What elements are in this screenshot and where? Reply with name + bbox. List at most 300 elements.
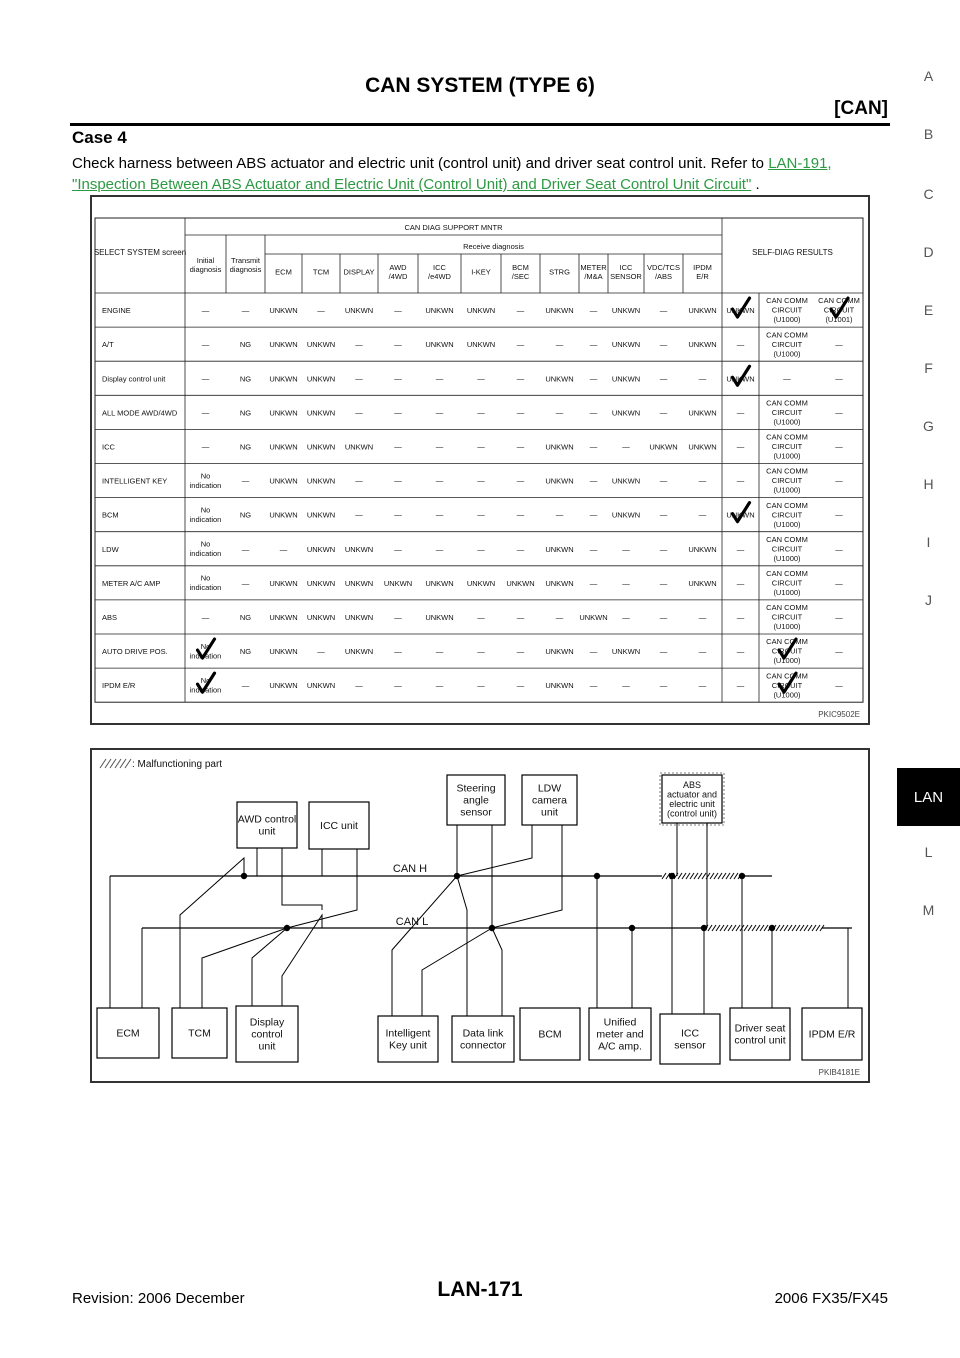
table-cell-value: — (589, 510, 598, 520)
table-cell-value: — (477, 374, 485, 384)
bottom-unit-label: IPDM E/R (808, 1028, 856, 1041)
table-cell-value: — (317, 306, 325, 316)
table-cell-value: — (201, 408, 210, 418)
intro-text: Check harness between ABS actuator and electric unit (control unit) and driver seat control unit. Refer to (72, 155, 769, 172)
top-unit-label: angle (463, 794, 489, 807)
table-cell-value: — (355, 510, 363, 520)
bottom-unit-label: sensor (674, 1039, 706, 1052)
table-cell-value: UNKWN (466, 340, 496, 350)
footer-model: 2006 FX35/FX45 (774, 1290, 888, 1307)
table-cell-value: UNKWN (688, 306, 717, 316)
table-row-system: A/T (102, 340, 114, 350)
table-cell-value: (U1000) (773, 587, 801, 597)
table-row-system: METER A/C AMP (102, 578, 161, 588)
table-cell-value: CIRCUIT (771, 407, 803, 417)
header-receive-column: ECM (275, 267, 292, 277)
table-row-system: AUTO DRIVE POS. (102, 647, 168, 657)
table-cell-value: — (622, 612, 630, 622)
side-index-letter[interactable]: C (923, 186, 934, 202)
diagram-figure-code: PKIB4181E (818, 1068, 860, 1077)
footer-revision: Revision: 2006 December (72, 1290, 245, 1307)
header-receive-column: I-KEY (471, 267, 491, 277)
table-row-system: Display control unit (102, 374, 166, 384)
legend-hatch (110, 759, 116, 768)
table-cell-value: — (555, 612, 564, 622)
top-unit-label: Steering (456, 782, 496, 795)
table-cell-value: — (394, 681, 402, 691)
table-cell-value: (U1000) (773, 349, 801, 359)
table-cell-value: — (555, 510, 564, 520)
table-cell-value: (U1000) (773, 451, 801, 461)
table-cell-value: — (477, 647, 485, 657)
table-cell-value: — (394, 647, 402, 657)
side-index-letter[interactable]: H (923, 476, 934, 492)
table-cell-value: — (659, 476, 668, 486)
table-cell-value: — (589, 476, 598, 486)
junction-dot (594, 873, 600, 879)
junction-dot (284, 925, 290, 931)
table-cell-value: — (435, 510, 444, 520)
table-cell-value: UNKWN (306, 510, 336, 520)
table-cell-value: CAN COMM (766, 398, 808, 408)
junction-dot (454, 873, 460, 879)
table-cell-value: — (516, 476, 525, 486)
side-index-letter[interactable]: B (923, 126, 934, 142)
top-unit-label: unit (258, 825, 276, 838)
table-cell-value: — (241, 476, 250, 486)
side-index-letter[interactable]: I (926, 534, 931, 550)
table-cell-value: — (355, 340, 363, 350)
table-cell-value: UNKWN (506, 578, 535, 588)
table-cell-value: — (698, 476, 707, 486)
table-cell-value: CAN COMM (766, 568, 808, 578)
table-cell-value: — (698, 510, 707, 520)
table-cell-value: UNKWN (545, 681, 574, 691)
table-cell-value: — (659, 681, 668, 691)
table-cell-value: — (477, 612, 485, 622)
header-initial-diagnosis: Initial (196, 256, 215, 266)
table-cell-value: UNKWN (344, 612, 374, 622)
bottom-unit-label: Display (249, 1016, 285, 1029)
table-cell-value: UNKWN (726, 306, 755, 316)
table-cell-value: CIRCUIT (771, 544, 803, 554)
top-unit-label: actuator and (666, 789, 718, 800)
table-cell-value: — (435, 647, 444, 657)
table-cell-value: — (736, 340, 745, 350)
table-cell-value: — (835, 510, 843, 520)
table-cell-value: — (516, 306, 525, 316)
table-cell-value: CIRCUIT (771, 476, 803, 486)
table-cell-value: UNKWN (545, 647, 574, 657)
table-cell-value: UNKWN (269, 306, 298, 316)
legend-hatch (100, 759, 106, 768)
table-cell-value: — (435, 408, 444, 418)
header-select-system: SELECT SYSTEM screen (93, 248, 187, 257)
bottom-unit-label: ICC (680, 1027, 700, 1040)
table-cell-value: No (200, 676, 211, 686)
header-receive-column: SENSOR (610, 272, 642, 282)
table-cell-value: — (201, 306, 210, 316)
table-cell-value: — (698, 647, 707, 657)
reference-link[interactable]: LAN-191, "Inspection Between ABS Actuator and Electric Unit (Control Unit) and Driver Seat Control Unit Circuit" (72, 155, 832, 193)
table-cell-value: (U1000) (773, 690, 801, 700)
table-cell-value: — (394, 442, 402, 452)
table-cell-value: — (589, 647, 598, 657)
bottom-unit-label: BCM (538, 1028, 562, 1041)
table-cell-value: — (516, 681, 525, 691)
header-receive-column: DISPLAY (343, 267, 375, 277)
table-cell-value: — (241, 681, 250, 691)
table-cell-value: UNKWN (425, 578, 454, 588)
table-cell-value: (U1000) (773, 622, 801, 632)
top-unit-label: ABS (682, 779, 702, 790)
side-index-letter[interactable]: J (925, 592, 932, 608)
table-cell-value: UNKWN (611, 408, 641, 418)
table-cell-value: CIRCUIT (771, 612, 803, 622)
top-unit-label: camera (531, 794, 568, 807)
page-title: CAN SYSTEM (TYPE 6) (365, 74, 595, 97)
header-receive-column: AWD (389, 263, 407, 273)
table-cell-value: (U1000) (773, 519, 801, 529)
table-cell-value: (U1000) (773, 656, 801, 666)
header-rule (70, 123, 890, 126)
table-cell-value: — (241, 544, 250, 554)
table-cell-value: — (394, 510, 402, 520)
table-cell-value: — (659, 612, 668, 622)
table-cell-value: UNKWN (269, 578, 298, 588)
table-figure-code: PKIC9502E (818, 710, 860, 719)
table-cell-value: — (394, 408, 402, 418)
table-cell-value: UNKWN (306, 544, 336, 554)
top-unit-label: LDW (537, 782, 562, 795)
table-cell-value: — (698, 374, 707, 384)
can-wire (180, 858, 244, 1008)
bottom-unit-label: TCM (188, 1027, 211, 1040)
can-wire (282, 848, 322, 910)
table-cell-value: indication (189, 651, 222, 661)
table-cell-value: — (659, 408, 668, 418)
table-cell-value: UNKWN (344, 442, 374, 452)
header-receive-column: /ABS (654, 272, 673, 282)
table-cell-value: UNKWN (688, 544, 717, 554)
table-cell-value: — (659, 544, 668, 554)
side-index-letter[interactable]: E (923, 302, 934, 318)
table-cell-value: UNKWN (726, 374, 755, 384)
table-cell-value: CIRCUIT (771, 339, 803, 349)
can-wire (392, 876, 457, 1016)
table-cell-value: UNKWN (306, 578, 336, 588)
table-cell-value: UNKWN (344, 578, 374, 588)
table-cell-value: — (355, 408, 363, 418)
table-cell-value: NG (239, 374, 252, 384)
table-cell-value: — (659, 306, 668, 316)
bottom-unit-label: ECM (116, 1027, 140, 1040)
table-cell-value: — (201, 374, 210, 384)
table-cell-value: — (435, 544, 444, 554)
bottom-unit-label: meter and (596, 1028, 644, 1041)
header-receive-column: IPDM (693, 263, 712, 273)
side-index-letter[interactable]: F (924, 360, 933, 376)
table-cell-value: CIRCUIT (771, 578, 803, 588)
table-cell-value: — (435, 681, 444, 691)
table-cell-value: (U1000) (773, 315, 801, 325)
table-cell-value: — (622, 578, 630, 588)
table-cell-value: — (355, 681, 363, 691)
side-index-letter[interactable]: L (924, 844, 933, 860)
header-receive-column: STRG (549, 267, 570, 277)
table-cell-value: UNKWN (269, 612, 298, 622)
table-cell-value: indication (189, 583, 222, 593)
table-cell-value: — (622, 681, 630, 691)
table-cell-value: — (516, 647, 525, 657)
table-cell-value: UNKWN (611, 476, 641, 486)
table-cell-value: UNKWN (269, 340, 298, 350)
table-cell-value: — (736, 681, 745, 691)
table-cell-value: — (589, 442, 598, 452)
table-cell-value: — (835, 476, 843, 486)
table-cell-value: UNKWN (688, 578, 717, 588)
can-diag-table-figure (90, 195, 870, 725)
table-cell-value: UNKWN (545, 578, 574, 588)
table-cell-value: — (317, 647, 325, 657)
table-cell-value: No (200, 471, 211, 481)
table-cell-value: UNKWN (579, 612, 608, 622)
table-cell-value: — (736, 544, 745, 554)
table-cell-value: UNKWN (344, 544, 374, 554)
table-cell-value: — (698, 612, 707, 622)
table-row-system: LDW (102, 544, 119, 554)
table-cell-value: CAN COMM (766, 466, 808, 476)
table-cell-value: — (589, 306, 598, 316)
table-cell-value: UNKWN (545, 374, 574, 384)
table-cell-value: — (659, 340, 668, 350)
table-cell-value: UNKWN (306, 442, 336, 452)
table-cell-value: — (589, 681, 598, 691)
table-cell-value: — (394, 476, 402, 486)
junction-dot (241, 873, 247, 879)
header-receive-column: METER (580, 263, 607, 273)
table-cell-value: No (200, 505, 211, 515)
table-cell-value: CIRCUIT (771, 442, 803, 452)
table-cell-value: — (279, 544, 288, 554)
table-cell-value: — (516, 544, 525, 554)
header-can-diag-support: CAN DIAG SUPPORT MNTR (404, 223, 503, 232)
table-cell-value: CAN COMM (766, 534, 808, 544)
table-cell-value: — (516, 442, 525, 452)
table-cell-value: — (835, 647, 843, 657)
bottom-unit-label: Driver seat (734, 1022, 786, 1035)
table-cell-value: UNKWN (726, 510, 755, 520)
table-cell-value: UNKWN (688, 340, 717, 350)
junction-dot (701, 925, 707, 931)
table-cell-value: CAN COMM (766, 637, 808, 647)
bottom-unit-label: Intelligent (385, 1027, 431, 1040)
top-unit-label: sensor (460, 806, 492, 819)
table-cell-value: No (200, 641, 211, 651)
side-index-letter[interactable]: D (923, 244, 934, 260)
table-cell-value: UNKWN (269, 681, 298, 691)
table-cell-value: — (698, 681, 707, 691)
header-receive-column: BCM (512, 263, 529, 273)
table-cell-value: — (736, 442, 745, 452)
table-cell-value: CIRCUIT (771, 680, 803, 690)
footer-page-number: LAN-171 (437, 1278, 523, 1301)
table-cell-value: — (835, 442, 843, 452)
table-cell-value: — (835, 612, 843, 622)
header-receive-column: /M&A (584, 272, 603, 282)
table-cell-value: — (783, 374, 791, 384)
intro-end: . (751, 176, 760, 193)
table-cell-value: CAN COMM (766, 330, 808, 340)
table-cell-value: — (736, 578, 745, 588)
table-cell-value: UNKWN (306, 374, 336, 384)
table-cell-value: — (241, 306, 250, 316)
table-cell-value: (U1000) (773, 553, 801, 563)
table-cell-value: — (477, 476, 485, 486)
table-cell-value: — (516, 510, 525, 520)
table-cell-value: — (394, 306, 402, 316)
table-cell-value: UNKWN (545, 476, 574, 486)
bottom-unit-label: Unified (603, 1016, 637, 1029)
table-row-system: INTELLIGENT KEY (102, 476, 168, 486)
table-cell-value: UNKWN (425, 306, 454, 316)
table-cell-value: UNKWN (306, 476, 336, 486)
table-cell-value: — (835, 578, 843, 588)
table-cell-value: — (589, 578, 598, 588)
top-unit-label: electric unit (669, 798, 715, 809)
bottom-unit-label: Data link (462, 1027, 504, 1040)
side-index-active[interactable]: LAN (897, 768, 960, 826)
can-wiring-diagram (92, 750, 868, 1081)
table-cell-value: — (435, 442, 444, 452)
table-cell-value: UNKWN (425, 340, 454, 350)
table-cell-value: NG (239, 442, 252, 452)
bottom-unit-label: control unit (734, 1034, 786, 1047)
table-cell-value: — (477, 510, 485, 520)
table-cell-value: — (477, 408, 485, 418)
table-cell-value: — (241, 578, 250, 588)
table-cell-value: indication (189, 685, 222, 695)
table-cell-value: — (622, 544, 630, 554)
table-cell-value: — (516, 612, 525, 622)
table-cell-value: UNKWN (306, 340, 336, 350)
side-index-letter[interactable]: A (923, 68, 934, 84)
header-receive-column: /SEC (511, 272, 530, 282)
table-cell-value: UNKWN (306, 681, 336, 691)
table-cell-value: indication (189, 515, 222, 525)
table-cell-value: UNKWN (383, 578, 413, 588)
table-cell-value: — (659, 578, 668, 588)
header-initial-diagnosis: diagnosis (189, 265, 222, 275)
legend-text: : Malfunctioning part (132, 759, 223, 770)
table-cell-value: UNKWN (425, 612, 454, 622)
table-cell-value: — (394, 544, 402, 554)
table-cell-value: UNKWN (611, 340, 641, 350)
table-cell-value: No (200, 573, 211, 583)
table-cell-value: UNKWN (545, 544, 574, 554)
junction-dot (769, 925, 775, 931)
table-cell-value: — (736, 647, 745, 657)
table-cell-value: UNKWN (269, 510, 298, 520)
top-unit-label: AWD control (237, 813, 297, 826)
table-cell-value: CAN COMM (766, 500, 808, 510)
table-row-system: ABS (102, 612, 118, 622)
top-unit-label: unit (541, 806, 558, 819)
table-cell-value: CIRCUIT (771, 646, 803, 656)
table-cell-value: — (435, 374, 444, 384)
table-cell-value: — (736, 476, 745, 486)
header-receive-column: ICC (619, 263, 633, 273)
top-unit-label: (control unit) (666, 808, 718, 819)
table-cell-value: — (355, 476, 363, 486)
table-cell-value: — (394, 340, 402, 350)
table-cell-value: — (477, 681, 485, 691)
table-cell-value: UNKWN (269, 476, 298, 486)
table-cell-value: UNKWN (344, 647, 374, 657)
table-cell-value: — (659, 374, 668, 384)
table-cell-value: — (201, 442, 210, 452)
header-receive-column: ICC (433, 263, 446, 273)
table-cell-value: UNKWN (306, 612, 336, 622)
table-cell-value: UNKWN (545, 306, 574, 316)
table-row-system: ALL MODE AWD/4WD (102, 408, 178, 418)
legend (99, 758, 222, 770)
header-transmit-diagnosis: diagnosis (229, 265, 262, 275)
table-cell-value: — (589, 340, 598, 350)
table-cell-value: UNKWN (466, 578, 496, 588)
table-cell-value: — (355, 374, 363, 384)
table-cell-value: UNKWN (611, 306, 641, 316)
table-cell-value: UNKWN (688, 408, 717, 418)
table-cell-value: — (622, 442, 630, 452)
table-cell-value: — (201, 340, 210, 350)
table-cell-value: UNKWN (269, 374, 298, 384)
can-wire (492, 928, 502, 1016)
table-cell-value: CAN COMM (766, 296, 808, 306)
table-cell-value: — (435, 476, 444, 486)
table-cell-value: CAN COMM (766, 603, 808, 613)
table-cell-value: indication (189, 549, 222, 559)
junction-dot (629, 925, 635, 931)
table-cell-value: CIRCUIT (771, 510, 803, 520)
can-wire (202, 928, 287, 1008)
table-cell-value: — (835, 681, 843, 691)
top-unit-label: ICC unit (320, 820, 358, 833)
table-cell-value: — (736, 612, 745, 622)
table-cell-value: — (835, 408, 843, 418)
junction-dot (489, 925, 495, 931)
table-cell-value: (U1000) (773, 417, 801, 427)
bottom-unit-label: unit (258, 1040, 276, 1053)
table-cell-value: — (394, 374, 402, 384)
table-cell-value: NG (239, 612, 252, 622)
table-cell-value: UNKWN (269, 442, 298, 452)
header-receive-column: /4WD (388, 272, 408, 282)
bottom-unit-label: A/C amp. (598, 1040, 642, 1053)
table-cell-value: — (477, 442, 485, 452)
can-l-label: CAN L (395, 916, 429, 928)
table-row-system: BCM (102, 510, 119, 520)
legend-hatch (125, 759, 131, 768)
table-cell-value: (U1000) (773, 485, 801, 495)
table-cell-value: No (200, 539, 211, 549)
table-cell-value: — (835, 340, 843, 350)
side-index-letter[interactable]: M (922, 902, 935, 918)
junction-dot (669, 873, 675, 879)
side-index-letter[interactable]: G (923, 418, 934, 434)
section-tag: [CAN] (834, 98, 888, 119)
header-receive-column: E/R (696, 272, 709, 282)
